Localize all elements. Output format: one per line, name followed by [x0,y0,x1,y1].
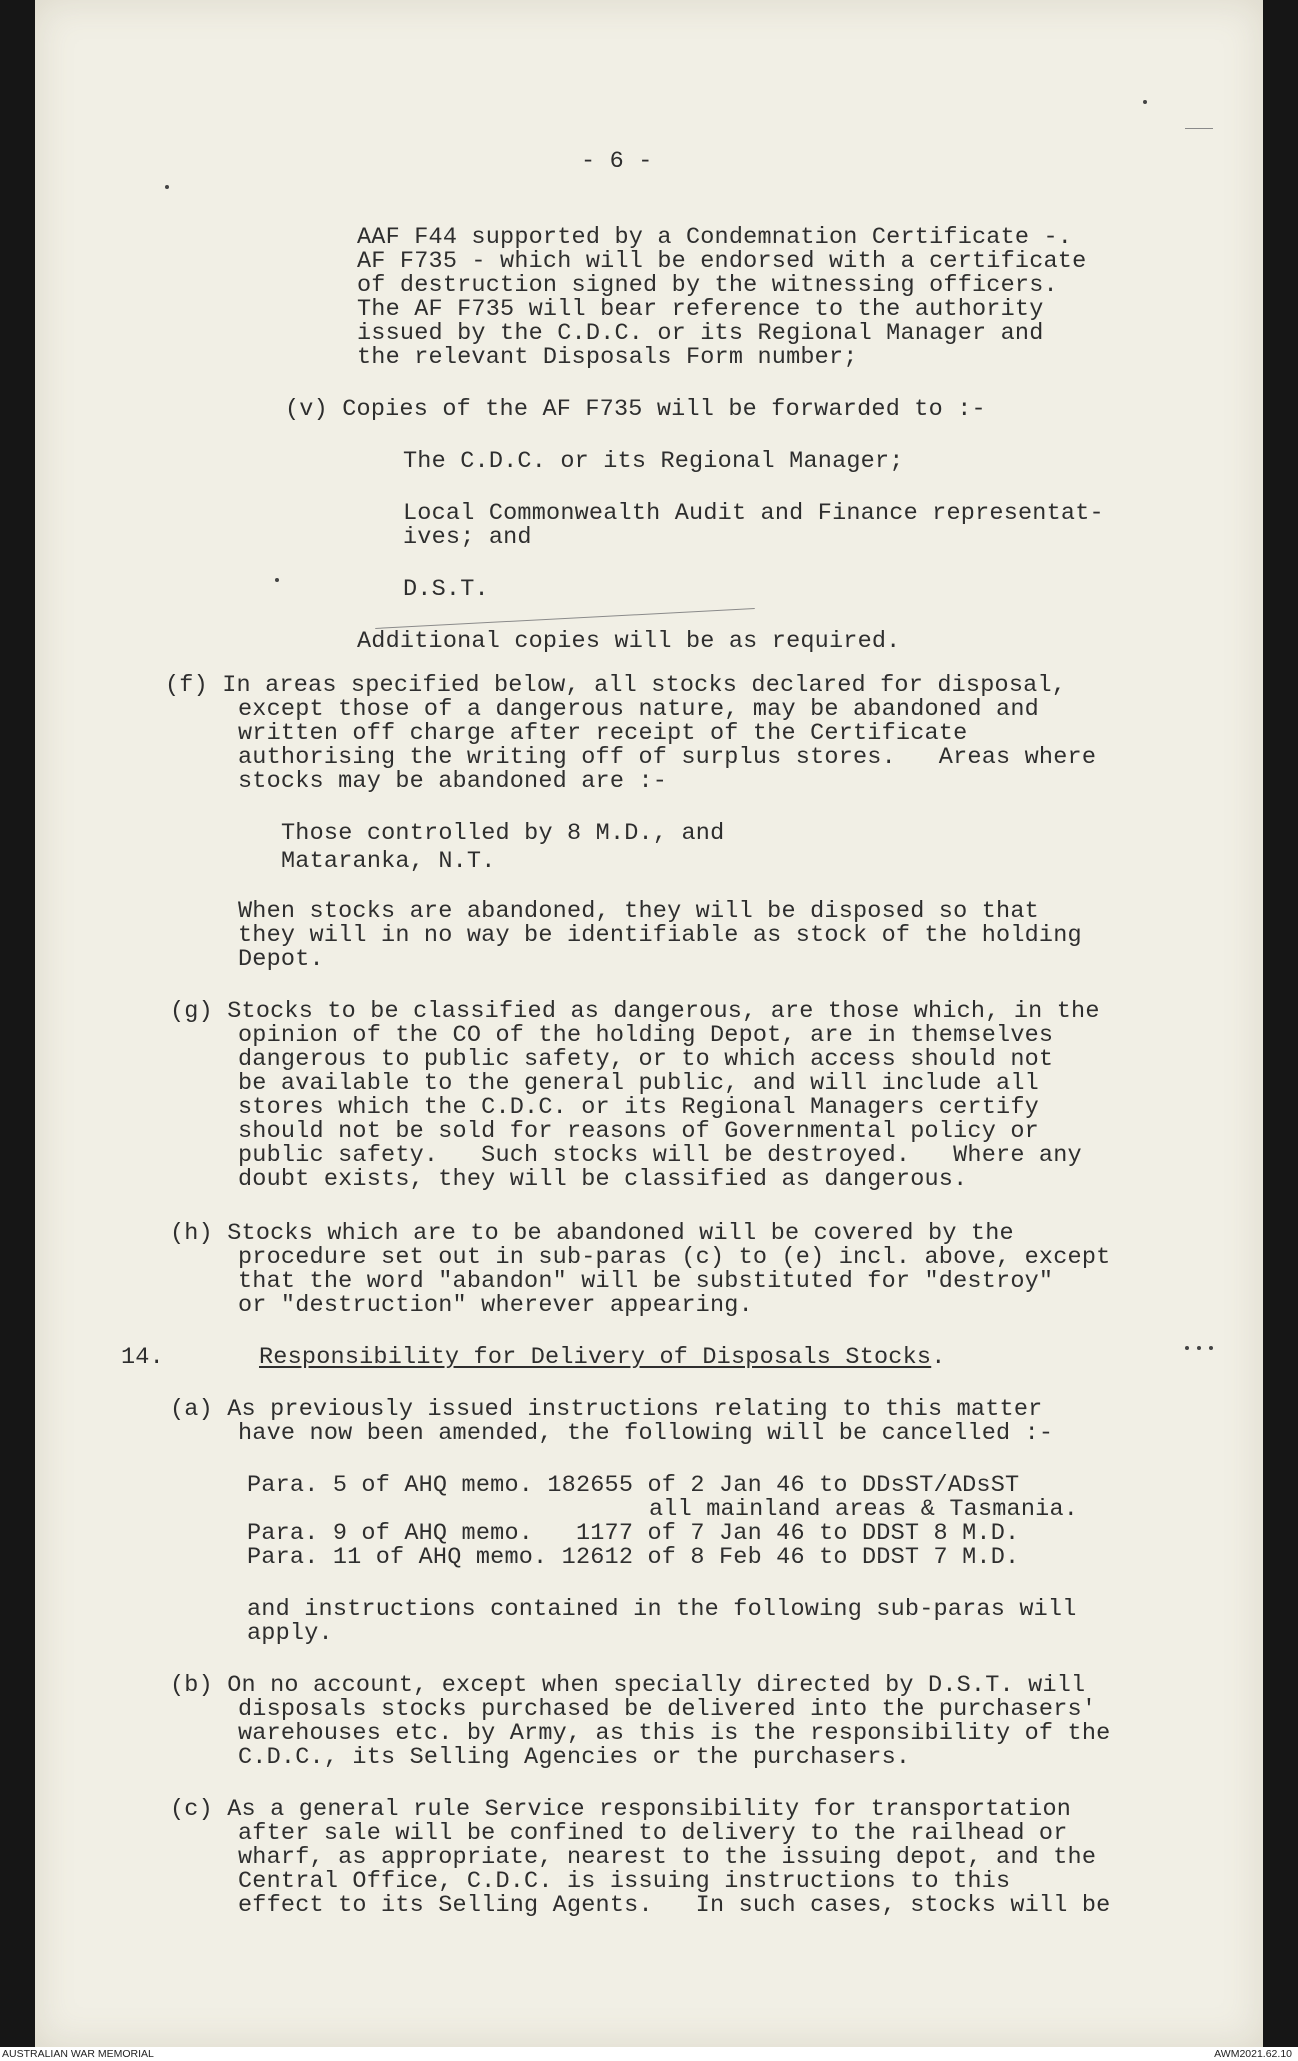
section-heading-text: Responsibility for Delivery of Disposals Stocks [259,1344,932,1371]
para-g-line: dangerous to public safety, or to which access should not [238,1046,1054,1073]
recipient-line: ives; and [403,524,532,551]
stray-mark [275,578,279,582]
pencil-stroke [375,608,755,629]
item-v: (v) Copies of the AF F735 will be forwarded to :- [285,396,986,423]
abandoned-note-line: Depot. [238,946,324,973]
section-number: 14. [121,1344,164,1371]
para-b-line: C.D.C., its Selling Agencies or the purchasers. [238,1744,911,1771]
para-g-line: (g) Stocks to be classified as dangerous, are those which, in the [170,998,1100,1025]
para-g-line: opinion of the CO of the holding Depot, are in themselves [238,1022,1054,1049]
abandoned-note-line: they will in no way be identifiable as stock of the holding [238,922,1082,949]
footer-left: AUSTRALIAN WAR MEMORIAL [2,2048,154,2060]
stray-mark [1185,1346,1189,1350]
cancelled-line: Para. 9 of AHQ memo. 1177 of 7 Jan 46 to DDST 8 M.D. [247,1520,1020,1547]
para-g-line: stores which the C.D.C. or its Regional Managers certify [238,1094,1039,1121]
para-f-line: (f) In areas specified below, all stocks declared for disposal, [165,672,1067,699]
section-heading-end: . [931,1344,946,1371]
stray-mark [1197,1346,1201,1350]
para-c-line: after sale will be confined to delivery to the railhead or [238,1820,1068,1847]
stray-stroke [1185,128,1213,129]
recipient-line: Local Commonwealth Audit and Finance representat- [403,500,1104,527]
para-g-line: doubt exists, they will be classified as dangerous. [238,1166,968,1193]
text-line: The AF F735 will bear reference to the authority [357,296,1044,323]
instructions-line: and instructions contained in the following sub-paras will [247,1596,1077,1623]
text-line: issued by the C.D.C. or its Regional Manager and [357,320,1044,347]
para-g-line: should not be sold for reasons of Governmental policy or [238,1118,1039,1145]
para-b-line: (b) On no account, except when specially directed by D.S.T. will [170,1672,1086,1699]
para-f-line: written off charge after receipt of the Certificate [238,720,968,747]
recipient-line: The C.D.C. or its Regional Manager; [403,448,904,475]
text-line: of destruction signed by the witnessing officers. [357,272,1058,299]
para-c-line: effect to its Selling Agents. In such cases, stocks will be [238,1892,1111,1919]
para-f-line: authorising the writing off of surplus stores. Areas where [238,744,1097,771]
para-h-line: (h) Stocks which are to be abandoned will be covered by the [170,1220,1014,1247]
text-line: the relevant Disposals Form number; [357,344,858,371]
para-f-line: except those of a dangerous nature, may be abandoned and [238,696,1039,723]
recipient-line: D.S.T. [403,576,489,603]
para-f-line: stocks may be abandoned are :- [238,768,668,795]
footer-right: AWM2021.62.10 [1214,2048,1292,2060]
para-g-line: public safety. Such stocks will be destroyed. Where any [238,1142,1082,1169]
cancelled-line: all mainland areas & Tasmania. [649,1496,1079,1523]
para-a-line: have now been amended, the following will be cancelled :- [238,1420,1054,1447]
document-page [35,0,1263,2047]
para-c-line: (c) As a general rule Service responsibility for transportation [170,1796,1072,1823]
para-c-line: wharf, as appropriate, nearest to the issuing depot, and the [238,1844,1097,1871]
page-number: - 6 - [581,148,653,175]
cancelled-line: Para. 11 of AHQ memo. 12612 of 8 Feb 46 to DDST 7 M.D. [247,1544,1020,1571]
para-h-line: or "destruction" wherever appearing. [238,1292,753,1319]
cancelled-line: Para. 5 of AHQ memo. 182655 of 2 Jan 46 to DDsST/ADsST [247,1472,1020,1499]
abandoned-note-line: When stocks are abandoned, they will be disposed so that [238,898,1039,925]
para-a-line: (a) As previously issued instructions relating to this matter [170,1396,1043,1423]
para-b-line: disposals stocks purchased be delivered into the purchasers' [238,1696,1097,1723]
area-line: Those controlled by 8 M.D., and [281,820,725,847]
text-line: AF F735 - which will be endorsed with a certificate [357,248,1087,275]
instructions-line: apply. [247,1620,333,1647]
archive-footer [0,2047,1298,2061]
stray-mark [165,185,169,189]
para-h-line: that the word "abandon" will be substituted for "destroy" [238,1268,1054,1295]
stray-mark [1209,1346,1213,1350]
stray-mark [1143,100,1147,104]
section-heading [259,1346,946,1370]
text-line: AAF F44 supported by a Condemnation Certificate -. [357,224,1073,251]
para-g-line: be available to the general public, and will include all [238,1070,1039,1097]
area-line: Mataranka, N.T. [281,848,496,875]
para-c-line: Central Office, C.D.C. is issuing instructions to this [238,1868,1011,1895]
para-h-line: procedure set out in sub-paras (c) to (e) incl. above, except [238,1244,1111,1271]
additional-copies-line: Additional copies will be as required. [357,628,901,655]
para-b-line: warehouses etc. by Army, as this is the responsibility of the [238,1720,1111,1747]
